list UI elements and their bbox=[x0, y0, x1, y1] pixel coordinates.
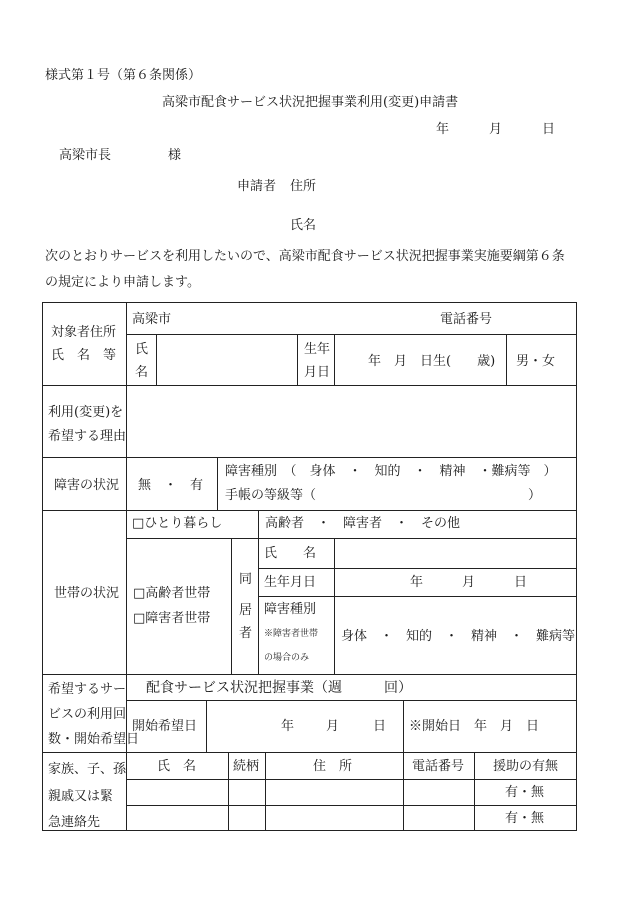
table-rule bbox=[506, 334, 507, 386]
subject-label-line1: 対象者住所 bbox=[51, 325, 117, 340]
subject-name-label-1: 氏 bbox=[135, 342, 149, 357]
cohabitant-label-2: 居 bbox=[239, 603, 253, 618]
intro-line-2: の規定により申請します。 bbox=[45, 275, 200, 290]
table-rule bbox=[334, 334, 335, 386]
cohabitant-birth-label: 生年月日 bbox=[264, 575, 317, 590]
cohabitant-name-label: 氏 名 bbox=[264, 546, 317, 561]
living-alone-options: 高齢者 ・ 障害者 ・ その他 bbox=[265, 516, 461, 531]
table-rule bbox=[231, 538, 232, 675]
service-label-line1: 希望するサー bbox=[48, 682, 127, 697]
applicant-address-label: 住所 bbox=[290, 179, 317, 194]
table-rule bbox=[258, 596, 577, 597]
start-date-note: ※開始日 年 月 日 bbox=[409, 719, 540, 734]
cohabitant-label-1: 同 bbox=[239, 572, 253, 587]
table-rule bbox=[258, 568, 577, 569]
form-number: 様式第１号（第６条関係） bbox=[45, 68, 202, 83]
disability-grade-close: ） bbox=[528, 488, 542, 503]
applicant-name-label: 氏名 bbox=[290, 218, 317, 233]
contact-col-address: 住 所 bbox=[313, 759, 353, 774]
application-form-table bbox=[42, 302, 577, 831]
cohabitant-birth-value: 年 月 日 bbox=[410, 575, 528, 590]
table-rule bbox=[576, 302, 577, 831]
table-rule bbox=[217, 457, 218, 511]
applicant-label: 申請者 bbox=[237, 179, 277, 194]
date-month: 月 bbox=[489, 122, 503, 137]
disability-grade: 手帳の等級等（ bbox=[225, 488, 317, 503]
cohabitant-disability-label: 障害種別 bbox=[264, 602, 317, 617]
elderly-household-checkbox[interactable]: □高齢者世帯 bbox=[133, 586, 211, 601]
contact-col-support: 援助の有無 bbox=[493, 759, 559, 774]
service-label-line2: ビスの利用回 bbox=[48, 707, 127, 722]
table-rule bbox=[42, 830, 577, 831]
subject-birth-label-1: 生年 bbox=[304, 342, 331, 357]
subject-city: 高梁市 bbox=[132, 312, 172, 327]
date-day: 日 bbox=[542, 122, 556, 137]
table-rule bbox=[126, 334, 577, 335]
reason-label-line2: 希望する理由 bbox=[48, 429, 127, 444]
subject-phone-label: 電話番号 bbox=[440, 312, 493, 327]
table-rule bbox=[403, 700, 404, 753]
table-rule bbox=[474, 752, 475, 831]
table-rule bbox=[297, 334, 298, 386]
table-rule bbox=[228, 752, 229, 831]
table-rule bbox=[42, 457, 577, 458]
cohabitant-disability-note-2: の場合のみ bbox=[264, 653, 310, 663]
table-rule bbox=[42, 302, 43, 831]
cohabitant-disability-value: 身体 ・ 知的 ・ 精神 ・ 難病等 bbox=[341, 629, 576, 644]
table-rule bbox=[126, 805, 577, 806]
addressee-suffix: 様 bbox=[168, 148, 182, 163]
table-rule bbox=[265, 752, 266, 831]
reason-label-line1: 利用(変更)を bbox=[48, 405, 124, 420]
table-rule bbox=[126, 538, 577, 539]
start-day: 日 bbox=[373, 719, 387, 734]
start-month: 月 bbox=[326, 719, 340, 734]
contact-col-relation: 続柄 bbox=[233, 759, 260, 774]
document-title: 高梁市配食サービス状況把握事業利用(変更)申請書 bbox=[162, 95, 459, 110]
disability-type: 障害種別 （ 身体 ・ 知的 ・ 精神 ・難病等 ） bbox=[225, 464, 557, 479]
start-year: 年 bbox=[281, 719, 295, 734]
table-rule bbox=[156, 334, 157, 386]
start-date-label: 開始希望日 bbox=[132, 719, 198, 734]
table-rule bbox=[206, 700, 207, 753]
cohabitant-disability-note-1: ※障害者世帯 bbox=[264, 629, 319, 639]
subject-gender: 男・女 bbox=[516, 354, 556, 369]
table-rule bbox=[126, 302, 127, 831]
subject-label-line2: 氏 名 等 bbox=[51, 348, 117, 363]
table-rule bbox=[42, 302, 577, 303]
intro-line-1: 次のとおりサービスを利用したいので、高梁市配食サービス状況把握事業実施要綱第６条 bbox=[45, 249, 565, 264]
contact-row1-support[interactable]: 有・無 bbox=[505, 785, 545, 800]
table-rule bbox=[258, 538, 259, 675]
table-rule bbox=[126, 700, 577, 701]
date-year: 年 bbox=[436, 122, 450, 137]
contact-label-line2: 親戚又は緊 bbox=[48, 789, 114, 804]
contact-label-line3: 急連絡先 bbox=[48, 815, 101, 830]
subject-birth-label-2: 月日 bbox=[304, 365, 331, 380]
cohabitant-label-3: 者 bbox=[239, 626, 253, 641]
addressee-name: 高梁市長 bbox=[59, 148, 112, 163]
table-rule bbox=[334, 538, 335, 675]
table-rule bbox=[126, 779, 577, 780]
table-rule bbox=[42, 752, 577, 753]
table-rule bbox=[42, 385, 577, 386]
table-rule bbox=[42, 674, 577, 675]
service-label-line3: 数・開始希望日 bbox=[48, 732, 140, 747]
household-label: 世帯の状況 bbox=[54, 586, 120, 601]
contact-row2-support[interactable]: 有・無 bbox=[505, 811, 545, 826]
table-rule bbox=[403, 752, 404, 831]
disability-label: 障害の状況 bbox=[54, 478, 120, 493]
table-rule bbox=[258, 510, 259, 539]
contact-col-phone: 電話番号 bbox=[412, 759, 465, 774]
subject-birth-value: 年 月 日生( 歳) bbox=[368, 354, 496, 369]
living-alone-checkbox[interactable]: □ひとり暮らし bbox=[132, 516, 223, 531]
subject-name-label-2: 名 bbox=[135, 365, 149, 380]
disability-presence: 無 ・ 有 bbox=[138, 478, 204, 493]
table-rule bbox=[42, 510, 577, 511]
service-frequency: 配食サービス状況把握事業（週 回） bbox=[146, 680, 412, 696]
contact-label-line1: 家族、子、孫 bbox=[48, 762, 127, 777]
disabled-household-checkbox[interactable]: □障害者世帯 bbox=[133, 611, 211, 626]
contact-col-name: 氏 名 bbox=[157, 759, 197, 774]
